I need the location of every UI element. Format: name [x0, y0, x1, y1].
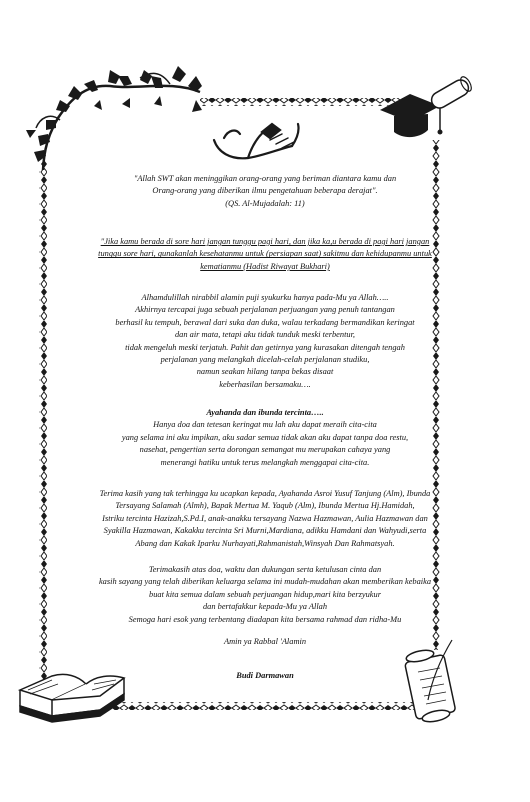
parents-line: menerangi hatiku untuk terus melangkah menggapai cita-cita.	[160, 457, 370, 467]
closing-line: kasih sayang yang telah diberikan keluarga selama ini mudah-mudahan akan memberikan kebaika	[98, 577, 432, 587]
gratitude-line: Akhirnya tercapai juga sebuah perjalanan perjuangan yang penuh tantangan	[135, 305, 395, 315]
closing-line: Semoga hari esok yang terbentang diadapan kita bersama rahmad dan ridha-Mu	[128, 614, 402, 624]
ivy-vine-ornament	[26, 66, 202, 170]
signature-block	[60, 670, 470, 682]
gratitude-line: tidak mengeluh meski terjatuh. Pahit dan getirnya yang kurasakan ditengah tengah	[125, 342, 405, 352]
gratitude-paragraph	[60, 292, 470, 391]
thanks-line: Abang dan Kakak Iparku Nurhayati,Rahmanistah,Winsyah Dan Rahmatsyah.	[135, 538, 395, 548]
hadith-line-3: kematianmu (Hadist Riwayat Bukhari)	[200, 261, 330, 271]
calligraphy-ornament	[214, 124, 299, 158]
gratitude-line: Alhamdulillah nirabbil alamin puji syukurku hanya pada-Mu ya Allah…..	[141, 293, 389, 302]
hadith-quote	[60, 236, 470, 273]
hadith-line-2: tunggu sore hari, gunakanlah kesehatanmu untuk (persiapan saat) sakitmu dan kehidupanmu untuk	[98, 249, 432, 259]
gratitude-line: keberhasilan bersamaku….	[219, 379, 311, 389]
thanks-line: Syakilla Hazmawan, Kakakku tercinta Sri Murni,Mardiana, adikku Hamdani dan Wahyudi,serta	[103, 526, 427, 536]
closing-line: Terimakasih atas doa, waktu dan dukungan serta ketulusan cinta dan	[148, 565, 382, 574]
signature-name: Budi Darmawan	[236, 671, 294, 680]
thanks-line: Tersayang Salamah (Almh), Bapak Mertua M. Yaqub (Alm), Ibunda Mertua Hj.Hamidah,	[115, 501, 415, 511]
quran-quote-line-1: "Allah SWT akan meninggikan orang-orang yang beriman diantara kamu dan	[133, 174, 397, 183]
closing-line: buat kita semua dalam sebuah perjuangan hidup,mari kita berzyukur	[149, 589, 381, 599]
parents-heading: Ayahanda dan ibunda tercinta…..	[206, 408, 324, 417]
diploma-scroll-icon	[429, 75, 474, 111]
hadith-line-1: "Jika kamu berada di sore hari jangan tunggu pagi hari, dan jika ka,u berada di pagi hari jangan	[100, 237, 430, 246]
closing-line: dan bertafakkur kepada-Mu ya Allah	[202, 602, 328, 612]
parents-line: yang selama ini aku impikan, aku sadar semua tidak akan aku dapat tanpa doa restu,	[121, 432, 409, 442]
thanks-line: Istriku tercinta Hazizah,S.Pd.I, anak-anakku tersayang Nazwa Hazmawan, Aulia Hazmawan dan	[102, 513, 428, 523]
graduation-cap-icon	[380, 75, 473, 137]
thanks-paragraph	[54, 488, 476, 550]
parents-line: nasehat, pengertian serta dorongan semangat mu merupakan cahaya yang	[139, 445, 391, 455]
closing-paragraph	[60, 564, 470, 626]
amin-text: Amin ya Rabbal 'Alamin	[223, 637, 307, 646]
gratitude-line: berhasil ku tempuh, berawal dari suka dan duka, walau terkadang bermandikan keringat	[115, 317, 415, 327]
thanks-line: Terima kasih yang tak terhingga ku ucapkan kepada, Ayahanda Asroi Yusuf Tanjung (Alm), Ibunda	[99, 489, 431, 498]
top-border	[200, 98, 420, 106]
amin-line	[60, 636, 470, 648]
quran-quote	[60, 173, 470, 210]
quran-reference: (QS. Al-Mujadalah: 11)	[225, 198, 305, 208]
left-border	[39, 160, 47, 680]
bottom-border	[110, 702, 430, 710]
parents-line: Hanya doa dan tetesan keringat mu lah aku dapat meraih cita-cita	[153, 420, 377, 430]
gratitude-line: namun seakan hilang tanpa bekas disaat	[196, 367, 334, 377]
gratitude-line: dan air mata, tetapi aku tidak tunduk meski terbentur,	[174, 330, 356, 340]
parents-paragraph	[60, 407, 470, 469]
quran-quote-line-2: Orang-orang yang diberikan ilmu pengetahuan beberapa derajat".	[152, 186, 378, 196]
gratitude-line: perjalanan yang melangkah dicelah-celah perjalanan studiku,	[160, 355, 370, 365]
